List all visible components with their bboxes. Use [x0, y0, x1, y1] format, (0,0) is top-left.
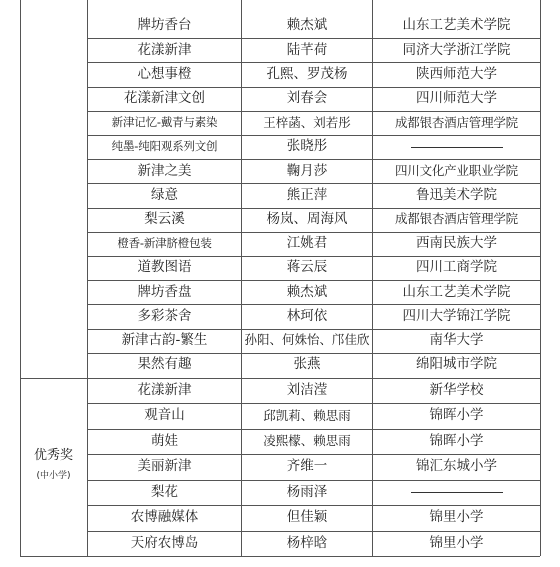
school [373, 480, 540, 505]
table-bottom-border [20, 556, 540, 557]
school [373, 329, 540, 353]
work-title-text: 花漾新津文创 [124, 89, 205, 106]
school-text: 成都银杏酒店管理学院 [394, 114, 518, 130]
work-title-text: 多彩茶舍 [137, 307, 192, 324]
school [373, 159, 540, 183]
authors-text: 杨雨泽 [286, 483, 328, 500]
work-title-text: 天府农博岛 [130, 534, 199, 551]
authors-text: 蒋云辰 [286, 259, 328, 276]
work-title-text: 新津记忆-戴青与素染 [111, 115, 218, 130]
school-text: 鲁迅美术学院 [416, 186, 497, 203]
authors [242, 135, 372, 159]
authors-text: 凌熙檬、赖思雨 [263, 433, 351, 449]
authors [242, 429, 372, 454]
school-text: 绵阳城市学院 [416, 356, 497, 373]
authors [242, 304, 372, 328]
school [373, 505, 540, 530]
work-title-text: 绿意 [151, 186, 178, 203]
authors-text: 孙阳、何姝怡、邝佳欣 [244, 332, 370, 348]
work-title [88, 304, 241, 328]
school-text: 新华学校 [429, 381, 484, 398]
authors [242, 329, 372, 353]
authors-text: 张燕 [293, 356, 321, 373]
work-title-text: 花漾新津 [137, 41, 192, 58]
school [373, 454, 540, 479]
school [373, 111, 540, 135]
work-title-text: 心想事橙 [137, 65, 192, 82]
work-title [88, 87, 241, 111]
authors-text: 但佳颖 [286, 509, 328, 526]
authors [242, 111, 372, 135]
work-title-text: 花漾新津 [137, 381, 192, 398]
school [373, 14, 540, 38]
work-title-text: 纯墨-纯阳观系列文创 [111, 139, 218, 154]
authors [242, 454, 372, 479]
work-title-text: 果然有趣 [137, 356, 192, 373]
school-text: 西南民族大学 [416, 235, 497, 252]
school-text: 成都银杏酒店管理学院 [394, 211, 518, 227]
work-title [88, 429, 241, 454]
school [373, 378, 540, 403]
work-title [88, 505, 241, 530]
authors [242, 256, 372, 280]
school-text: 锦里小学 [429, 509, 484, 526]
authors-text: 孔熙、罗茂杨 [266, 65, 348, 82]
school-text: 锦晖小学 [429, 432, 484, 449]
work-title [88, 454, 241, 479]
authors-text: 张晓彤 [286, 138, 328, 155]
work-title [88, 38, 241, 62]
authors [242, 505, 372, 530]
authors-text: 陆芊荷 [286, 41, 328, 58]
empty-dash [411, 147, 503, 148]
authors-text: 刘春会 [286, 89, 328, 106]
authors [242, 403, 372, 428]
school [373, 353, 540, 377]
authors [242, 280, 372, 304]
authors [242, 38, 372, 62]
school [373, 429, 540, 454]
authors [242, 378, 372, 403]
school-text: 四川工商学院 [416, 259, 497, 276]
authors [242, 353, 372, 377]
school [373, 531, 540, 556]
authors-text: 刘洁滢 [286, 381, 328, 398]
work-title [88, 183, 241, 207]
work-title-text: 新津之美 [137, 162, 192, 179]
school-text: 南华大学 [429, 331, 484, 348]
school [373, 62, 540, 86]
school [373, 256, 540, 280]
work-title-text: 道教图语 [137, 259, 192, 276]
work-title [88, 232, 241, 256]
school [373, 208, 540, 232]
work-title [88, 480, 241, 505]
work-title [88, 159, 241, 183]
authors-text: 王梓菡、刘若彤 [263, 114, 351, 130]
school-text: 山东工艺美术学院 [402, 283, 511, 300]
school [373, 87, 540, 111]
school-text: 陕西师范大学 [416, 65, 497, 82]
work-title-text: 观音山 [144, 407, 185, 424]
school-text: 四川大学锦江学院 [402, 307, 511, 324]
authors [242, 87, 372, 111]
school [373, 280, 540, 304]
authors [242, 208, 372, 232]
school-text: 锦晖小学 [429, 407, 484, 424]
school [373, 135, 540, 159]
work-title-text: 萌娃 [151, 432, 178, 449]
school [373, 183, 540, 207]
work-title-text: 美丽新津 [137, 458, 192, 475]
authors-text: 杨岚、周海风 [266, 210, 348, 227]
authors-text: 林珂依 [286, 307, 328, 324]
work-title-text: 农博融媒体 [130, 509, 199, 526]
work-title [88, 135, 241, 159]
work-title [88, 531, 241, 556]
school-text: 锦里小学 [429, 534, 484, 551]
work-title-text: 橙香-新津脐橙包装 [117, 236, 212, 251]
work-title [88, 280, 241, 304]
authors-text: 齐维一 [286, 458, 328, 475]
school [373, 304, 540, 328]
authors-text: 邱凯莉、赖思雨 [263, 407, 351, 423]
authors-text: 江姚君 [286, 235, 328, 252]
authors [242, 62, 372, 86]
authors [242, 183, 372, 207]
authors-text: 鞠月莎 [286, 162, 328, 179]
work-title-text: 牌坊香台 [137, 17, 192, 34]
work-title [88, 403, 241, 428]
work-title [88, 208, 241, 232]
work-title [88, 14, 241, 38]
school [373, 38, 540, 62]
category-sublabel: (中小学) [36, 471, 71, 481]
work-title [88, 329, 241, 353]
authors-text: 赖杰斌 [286, 283, 328, 300]
school-text: 四川文化产业职业学院 [394, 163, 518, 179]
work-title-text: 梨花 [151, 483, 178, 500]
column-divider [540, 0, 541, 556]
authors [242, 159, 372, 183]
work-title-text: 梨云溪 [144, 210, 185, 227]
authors [242, 232, 372, 256]
empty-dash [411, 492, 503, 493]
authors-text: 杨梓晗 [286, 534, 328, 551]
work-title [88, 62, 241, 86]
work-title [88, 353, 241, 377]
category-label: 优秀奖 [33, 448, 73, 463]
school-text: 锦汇东城小学 [416, 458, 497, 475]
authors-text: 赖杰斌 [286, 17, 328, 34]
authors [242, 480, 372, 505]
school [373, 232, 540, 256]
authors-text: 熊正萍 [286, 186, 328, 203]
work-title-text: 牌坊香盘 [137, 283, 192, 300]
authors [242, 531, 372, 556]
category-cell [20, 444, 87, 481]
work-title-text: 新津古韵-繁生 [121, 331, 208, 348]
school [373, 403, 540, 428]
authors [242, 14, 372, 38]
school-text: 山东工艺美术学院 [402, 17, 511, 34]
school-text: 四川师范大学 [416, 89, 497, 106]
school-text: 同济大学浙江学院 [402, 41, 511, 58]
work-title [88, 256, 241, 280]
work-title [88, 378, 241, 403]
work-title [88, 111, 241, 135]
